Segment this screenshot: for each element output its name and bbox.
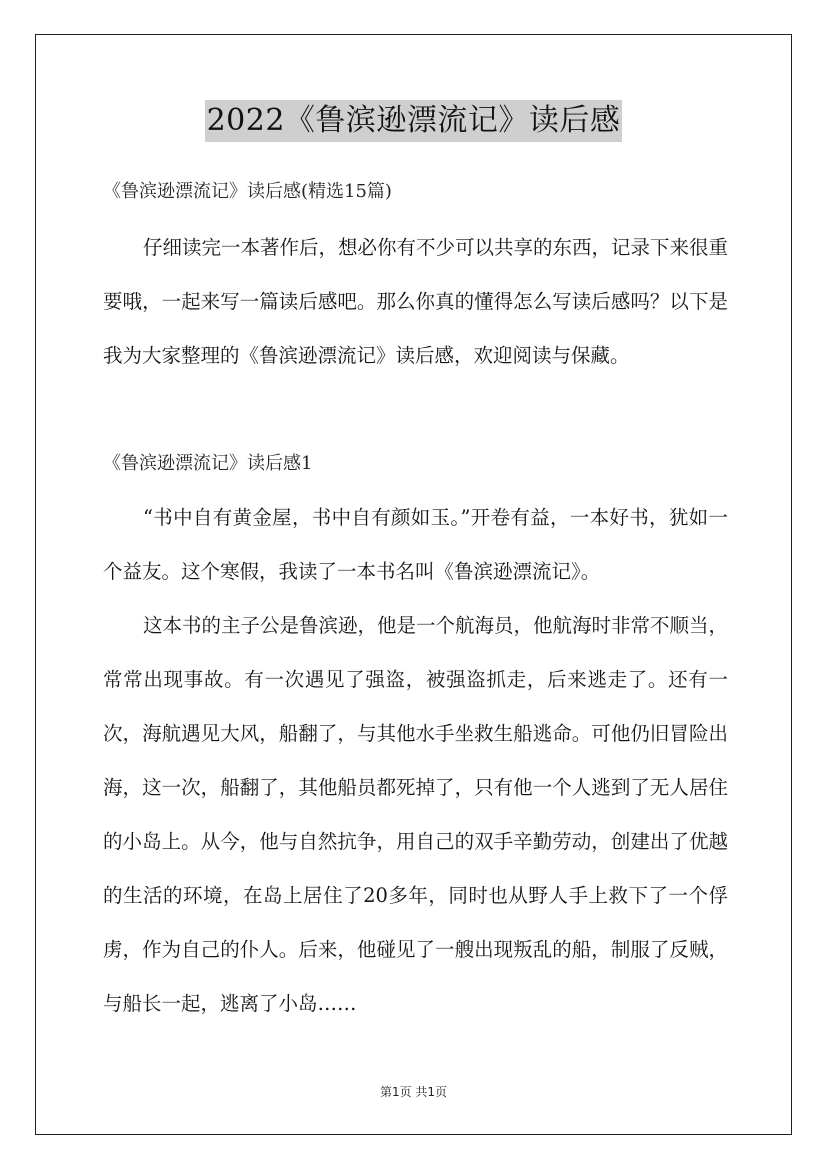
intro-paragraph: 仔细读完一本著作后，想必你有不少可以共享的东西，记录下来很重要哦，一起来写一篇读后感吧。那么你真的懂得怎么写读后感吗？以下是我为大家整理的《鲁滨逊漂流记》读后感，欢迎阅读与保藏。 <box>103 236 729 367</box>
body-paragraph-2: 这本书的主子公是鲁滨逊，他是一个航海员，他航海时非常不顺当，常常出现事故。有一次遇见了强盗，被强盗抓走，后来逃走了。还有一次，海航遇见大风，船翻了，与其他水手坐救生船逃命。可他仍旧冒险出海，这一次，船翻了，其他船员都死掉了，只有他一个人逃到了无人居住的小岛上。从今，他与自然抗争，用自己的双手辛勤劳动，创建出了优越的生活的环境，在岛上居住了20多年，同时也从野人手上救下了一个俘虏，作为自己的仆人。后来，他碰见了一艘出现叛乱的船，制服了反贼，与船长一起，逃离了小岛…… <box>103 614 729 1015</box>
document-title: 2022《鲁滨逊漂流记》读后感 <box>205 100 623 142</box>
title-container <box>0 100 827 142</box>
section-heading: 《鲁滨逊漂流记》读后感1 <box>103 453 313 474</box>
body-paragraph-1: “书中自有黄金屋，书中自有颜如玉。”开卷有益，一本好书，犹如一个益友。这个寒假，我读了一本书名叫《鲁滨逊漂流记》。 <box>103 506 728 583</box>
page-footer: 第1页 共1页 <box>379 1085 448 1099</box>
document-subtitle: 《鲁滨逊漂流记》读后感(精选15篇) <box>103 181 392 202</box>
